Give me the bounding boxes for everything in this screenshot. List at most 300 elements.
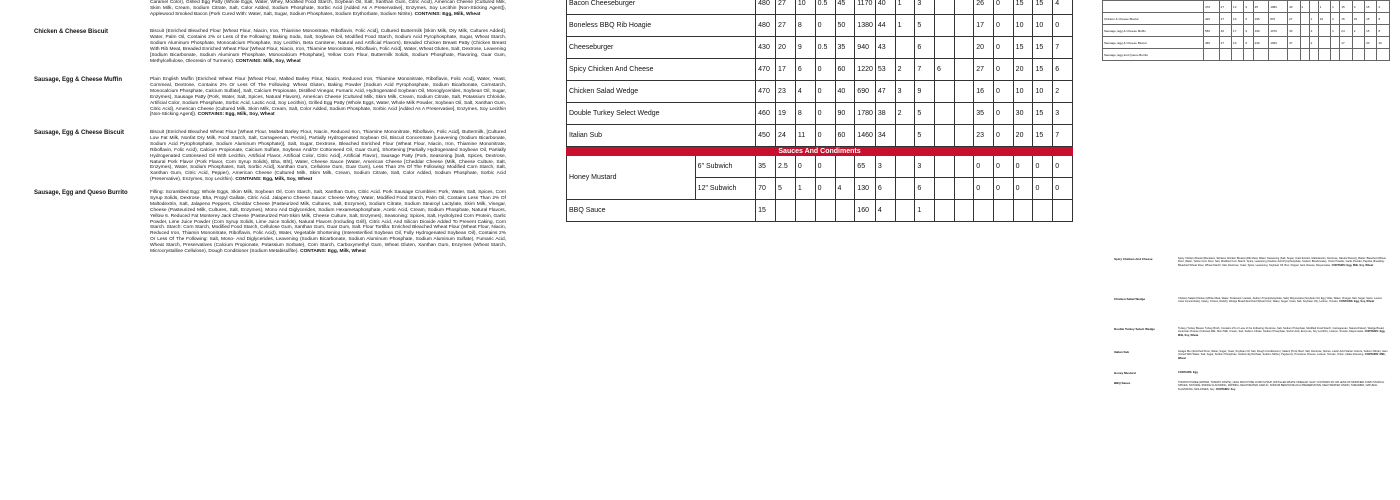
nutrition-value-cell — [974, 200, 994, 222]
nutrition-value-cell: 44 — [875, 15, 895, 37]
serving-size-cell: 6" Subwich — [695, 156, 755, 178]
ingredient-text — [150, 0, 506, 18]
table-row — [567, 0, 1073, 15]
ingredient-statement: Biscuit (Enriched Bleached Flour [Wheat Flour, Niacin, Iron, Thiamine Mononitrate, Riboflavin, Folic Acid], Cultured Buttermilk [Skim Milk, Dry Milk, Cultures Added], Water, Palm Oil, Contains 2% or Less of the Following: Baking Soda, Salt, Soybean Oil, Modified Food Starch, Sodium Acid Pyrophosphate, Sugar, Wheat Starch, Sodium Aluminum Phosphate, Monocalcium Phosphate, Soy Lecithin, Beta Carotene, Natural and Artificial Flavors), Breaded Chicken Breast Patty (Chicken Breast With Rib Meat, Breaded Enriched Wheat Flour [Wheat Flour, Niacin, Iron, Thiamine Mononitrate, Riboflavin, Folic Acid], Water, Wheat Gluten, Salt, Dextrose, Leavening [Sodium Bicarbonate, Sodium Aluminum Phosphate, Monocalcium Phosphate], Yellow Corn Flour, Buttermilk Solids, Sodium Phosphate, Flavoring, Guar Gum, Methylcellulose, Oleoresin of Turmeric). — [150, 29, 506, 64]
thumb-table-row — [1103, 1, 1390, 13]
item-name-cell: Boneless BBQ Rib Hoagie — [567, 15, 756, 37]
nutrition-value-cell — [835, 156, 855, 178]
nutrition-value-cell — [935, 81, 955, 103]
thumb-value-cell — [1300, 13, 1309, 25]
thumb-value-cell — [1365, 49, 1377, 61]
thumb-ingredient-text — [1178, 257, 1388, 267]
nutrition-value-cell: 480 — [756, 0, 776, 15]
nutrition-value-cell: 470 — [756, 81, 776, 103]
nutrition-value-cell: 20 — [1013, 125, 1033, 147]
thumb-allergen-contains: CONTAINS: Egg, Milk, Soy, Wheat — [1331, 263, 1374, 267]
nutrition-value-cell: 3 — [1053, 103, 1073, 125]
thumb-item-name: Sausage, Egg and Queso Burrito — [1103, 49, 1204, 61]
section-header — [567, 147, 1073, 156]
nutrition-value-cell — [994, 200, 1014, 222]
allergen-contains: CONTAINS: Egg, Milk, Soy, Wheat — [197, 112, 275, 118]
nutrition-value-cell — [895, 200, 915, 222]
thumb-value-cell — [1352, 49, 1364, 61]
nutrition-value-cell — [935, 178, 955, 200]
nutrition-value-cell: 15 — [1033, 125, 1053, 147]
nutrition-value-cell — [954, 81, 974, 103]
ingredient-text — [150, 130, 506, 183]
nutrition-value-cell: 0 — [815, 81, 835, 103]
nutrition-value-cell: 16 — [974, 81, 994, 103]
item-name-cell: BBQ Sauce — [567, 200, 756, 222]
thumb-nutrition-table — [1102, 0, 1390, 61]
nutrition-value-cell: 53 — [875, 59, 895, 81]
nutrition-table — [566, 0, 1073, 222]
ingredient-text — [150, 190, 506, 255]
nutrition-value-cell — [1053, 200, 1073, 222]
thumb-value-cell: 2 — [1352, 25, 1364, 37]
thumb-item-name: Double Turkey Select Wedge — [1114, 327, 1155, 331]
thumb-value-cell: 2 — [1309, 25, 1318, 37]
nutrition-value-cell: 10 — [1033, 81, 1053, 103]
nutrition-value-cell: 0 — [994, 15, 1014, 37]
thumb-value-cell — [1288, 49, 1300, 61]
thumb-value-cell — [1253, 49, 1269, 61]
thumb-ingredient-statement: TOMATO PUREE (WATER, TOMATO PASTE), HIGH FRUCTOSE CORN SYRUP, DISTILLED WHITE VINEGAR, SALT, CONTAINS 2% OR LESS OF MODIFIED CORN STARCH, SPICES, NATURAL SMOKE FLAVORING, PAPRIKA, DEHYDRATED GARLIC, SODIUM BENZOATE AS A PRESERVATIVE, DEHYDRATED ONION, TAMARIND, NATURAL FLAVORING, MOLASSES, Soy. — [1178, 381, 1385, 391]
thumb-value-cell: 1380 — [1269, 1, 1288, 13]
nutrition-value-cell: 5 — [915, 103, 935, 125]
thumb-item-name: Chicken & Cheese Biscuit — [1103, 13, 1204, 25]
thumb-table-row — [1103, 49, 1390, 61]
thumb-value-cell: 40 — [1219, 25, 1231, 37]
thumb-value-cell: 195 — [1253, 13, 1269, 25]
thumb-value-cell — [1300, 37, 1309, 49]
nutrition-value-cell: 0 — [1013, 178, 1033, 200]
thumb-item-name — [1103, 1, 1204, 13]
ingredient-statement: Filling: Scrambled Egg: Whole Eggs, Skim Milk, Soybean Oil, Corn Starch, Salt, Xanthan Gum, Citric Acid. Pork Sausage Crumbles: Pork, Water, Salt, Spices, Corn Syrup Solids, Dextrose, Bha, Propyl Gallate, Citric Acid. Jalapeno Cheese Sauce: Cheese Whey, Water, Modified Food Starch, Palm Oil, Contains Less Than 2% Of Maltodextrin, Salt, Jalapeno Peppers, Cheddar Cheese (Pasteurized Milk, Cultures, Salt, Enzymes), Sodium Citrate, Sodium Stearoyl Lactylate, Skim Milk, Vinegar, Cheese (Pasteurized Milk, Cultures, Salt, Enzymes), Mono And Diglycerides, Sodium Hexametaphosphate, Acetic Acid, Cream, Sodium Phosphate, Natural Flavors, Yellow 6. Reduced Fat Monterey Jack Cheese (Pasteurized Part-Skim Milk, Cheese Culture, Salt, Enzymes), Seasoning: Spices, Salt, Hydrolyzed Corn Protein, Garlic Powder, Lime Juice Powder (Corn Syrup Solids, Lime Juice Solids), Natural Flavors (Including Grill), Citric Acid, And Silicon Dioxide Added To Prevent Caking, Corn Starch. Starch: Corn Starch, Modified Food Starch, Cellulose Gum, Xanthan Gum, Guar Gum, Salt. Flour Tortilla: Enriched Bleached Wheat Flour (Wheat Flour, Niacin, Reduced Iron, Thiamin Mononitrate, Riboflavin, Folic Acid), Water, Vegetable Shortening (Interesterified Soybean Oil, Fully Hydrogenated Soybean Oil), Contains 2% Or Less Of The Following: Salt, Mono- And Diglycerides, Leavening (Sodium Bicarbonate, Sodium Aluminum Phosphate, Sodium Aluminum Sulfate), Fumaric Acid, Wheat Starch, Preservatives (Calcium Propionate, Potassium Sorbate), Corn Starch, Carboxymethyl Gum, Wheat Gluten, Xanthan Gum, Enzymes (Wheat Starch, Microcrystalline Cellulose), Dough Conditioner (Sodium Metabisulfite). — [150, 190, 506, 255]
thumb-value-cell: 37 — [1288, 37, 1300, 49]
nutrition-value-cell: 0.5 — [815, 0, 835, 15]
nutrition-value-cell — [935, 0, 955, 15]
thumb-ingredient-statement: Chicken Salad (Chicken [White Meat, Water, Potassium Lactate, Sodium Tripolyphosphate, Salt], Mayonnaise [Soybean Oil, Egg Yolks, Water, Vinegar, Salt, Sugar, Spice, Lemon Juice Concentrate], Celery, Onions, Relish), Wedge Bread (Enriched Wheat Flour, Water, Sugar, Yeast, Salt, Soybean Oil), Lettuce, Tomato. — [1178, 297, 1383, 304]
nutrition-value-cell: 8 — [795, 15, 815, 37]
nutrition-value-cell — [954, 37, 974, 59]
nutrition-value-cell: 5 — [915, 125, 935, 147]
nutrition-value-cell: 15 — [756, 200, 776, 222]
nutrition-value-cell: 0 — [974, 156, 994, 178]
allergen-contains: CONTAINS: Egg, Milk, Wheat — [414, 11, 481, 17]
nutrition-value-cell: 0 — [1053, 178, 1073, 200]
nutrition-value-cell: 15 — [1033, 37, 1053, 59]
nutrition-value-cell — [835, 200, 855, 222]
item-name-cell: Double Turkey Select Wedge — [567, 103, 756, 125]
nutrition-value-cell — [895, 156, 915, 178]
nutrition-value-cell: 20 — [776, 37, 796, 59]
nutrition-value-cell: 690 — [855, 81, 876, 103]
nutrition-value-cell: 60 — [835, 125, 855, 147]
nutrition-value-cell: 4 — [875, 200, 895, 222]
nutrition-value-cell: 6 — [915, 37, 935, 59]
nutrition-value-cell: 9 — [795, 37, 815, 59]
nutrition-value-cell: 23 — [974, 125, 994, 147]
thumb-value-cell: 1 — [1309, 13, 1318, 25]
nutrition-value-cell: 10 — [1033, 15, 1053, 37]
nutrition-value-cell: 34 — [875, 125, 895, 147]
thumb-item-name: Chicken Salad Wedge — [1114, 297, 1146, 301]
nutrition-value-cell: 19 — [776, 103, 796, 125]
nutrition-value-cell: 0 — [1033, 178, 1053, 200]
thumb-value-cell: 2 — [1300, 1, 1309, 13]
nutrition-value-cell: 4 — [1053, 0, 1073, 15]
nutrition-value-cell: 47 — [875, 81, 895, 103]
nutrition-value-cell: 10 — [795, 0, 815, 15]
thumb-item-name: Honey Mustard — [1114, 371, 1136, 375]
nutrition-value-cell — [954, 15, 974, 37]
thumb-value-cell — [1340, 49, 1352, 61]
nutrition-value-cell: 4 — [795, 81, 815, 103]
thumb-value-cell: 15 — [1365, 1, 1377, 13]
thumb-ingredient-text — [1178, 371, 1388, 374]
item-name: Sausage, Egg & Cheese Muffin — [34, 77, 123, 83]
nutrition-value-cell: 3 — [915, 156, 935, 178]
nutrition-value-cell: 40 — [835, 81, 855, 103]
nutrition-value-cell: 3 — [875, 156, 895, 178]
thumb-item-name: Italian Sub — [1114, 350, 1130, 354]
nutrition-value-cell: 460 — [756, 103, 776, 125]
item-name: Sausage, Egg & Cheese Biscuit — [34, 130, 125, 136]
nutrition-value-cell: 27 — [974, 59, 994, 81]
thumb-value-cell: 15 — [1340, 13, 1352, 25]
thumb-value-cell: 27 — [1219, 1, 1231, 13]
nutrition-value-cell: 10 — [1013, 81, 1033, 103]
thumb-value-cell — [1309, 1, 1318, 13]
nutrition-value-cell: 7 — [1053, 125, 1073, 147]
nutrition-value-cell: 1380 — [855, 15, 876, 37]
thumb-value-cell: 550 — [1204, 25, 1220, 37]
nutrition-value-cell — [1033, 200, 1053, 222]
nutrition-value-cell: 7 — [1053, 37, 1073, 59]
nutrition-value-cell — [954, 156, 974, 178]
thumb-value-cell — [1309, 49, 1318, 61]
thumb-value-cell — [1352, 37, 1364, 49]
nutrition-value-cell: 1 — [795, 178, 815, 200]
thumb-table-row — [1103, 37, 1390, 49]
nutrition-value-cell — [1013, 200, 1033, 222]
item-name-cell: Italian Sub — [567, 125, 756, 147]
nutrition-value-cell: 35 — [974, 103, 994, 125]
thumb-value-cell: 8 — [1377, 13, 1390, 25]
nutrition-value-cell: 23 — [776, 81, 796, 103]
nutrition-value-cell: 0 — [1013, 156, 1033, 178]
nutrition-value-cell: 6 — [915, 178, 935, 200]
nutrition-value-cell: 15 — [1033, 103, 1053, 125]
nutrition-value-cell: 5 — [915, 15, 935, 37]
thumb-ingredient-text — [1178, 297, 1388, 304]
thumb-value-cell: 15 — [1352, 13, 1364, 25]
nutrition-value-cell: 30 — [1013, 103, 1033, 125]
nutrition-value-cell: 27 — [776, 0, 796, 15]
table-row — [567, 103, 1073, 125]
nutrition-value-cell: 480 — [756, 15, 776, 37]
nutrition-value-cell: 2 — [1053, 81, 1073, 103]
thumb-value-cell: 0 — [1244, 1, 1253, 13]
nutrition-value-cell: 0 — [1053, 156, 1073, 178]
nutrition-value-cell: 0 — [994, 37, 1014, 59]
thumb-value-cell: 24 — [1340, 25, 1352, 37]
nutrition-value-cell: 160 — [855, 200, 876, 222]
thumb-value-cell: 870 — [1269, 13, 1288, 25]
thumb-value-cell: 1 — [1331, 25, 1340, 37]
nutrition-value-cell — [895, 178, 915, 200]
nutrition-value-cell: 2 — [895, 103, 915, 125]
thumb-allergen-contains: CONTAINS: Milk, Wheat — [1178, 353, 1386, 360]
ingredient-statement: Plain English Muffin (Enriched Wheat Flour [Wheat Flour, Malted Barley Flour, Niacin, Reduced Iron, Thiamine Mononitrate, Riboflavin, Folic Acid], Water, Yeast, Cornmeal, Dextrose, Contains 2% Or Less Of The Following: Wheat Gluten, Baking Powder [Sodium Acid Pyrophosphate, Sodium Bicarbonate, Cornstarch, Monocalcium Phosphate, Calcium Sulfate], Salt, Calcium Propionate, Distilled Vinegar, Fumaric Acid, Hydrogenated Soybean Oil, Monoglycerides, Soybean Oil, Sugar, Enzymes), Sausage Patty (Pork, Water, Salt, Spices, Natural Flavors), American Cheese (Cultured Milk, Skim Milk, Cream, Sodium Citrate, Salt, Potassium Chloride, Artificial Color, Sodium Phosphate, Sorbic Acid, Lactic Acid, Soy Lecithin), Grilled Egg Patty (Whole Eggs, Water, Whole Milk Powder, Soybean Oil, Salt, Xanthan Gum, Citric Acid), American Cheese (Cultured Milk, Skim Milk, Cream, Salt, Color Added, Sodium Phosphate, Sorbic Acid [Added As A Preservative], Enzymes, Soy Lecithin [Non-Sticking Agent]). — [150, 77, 506, 118]
thumb-value-cell: 33 — [1288, 25, 1300, 37]
thumb-value-cell: 10 — [1232, 37, 1244, 49]
nutrition-value-cell: 65 — [855, 156, 876, 178]
thumb-value-cell — [1204, 49, 1220, 61]
table-row — [567, 37, 1073, 59]
thumb-item-name: Sausage, Egg & Cheese Biscuit — [1103, 37, 1204, 49]
nutrition-value-cell: 0 — [994, 103, 1014, 125]
nutrition-value-cell: 0 — [1053, 15, 1073, 37]
thumb-item-name: Sausage, Egg & Cheese Muffin — [1103, 25, 1204, 37]
thumb-value-cell: 0 — [1244, 13, 1253, 25]
nutrition-value-cell: 0 — [815, 59, 835, 81]
thumb-value-cell: 27 — [1288, 13, 1300, 25]
nutrition-value-cell: 0 — [994, 59, 1014, 81]
thumb-value-cell: 190 — [1253, 25, 1269, 37]
ingredient-text — [150, 29, 506, 64]
thumb-ingredient-statement: Hoagie Bun (Enriched Flour, Water, Sugar, Yeast, Soybean Oil, Salt, Dough Conditioners), Salami (Pork, Beef, Salt, Dextrose, Spices, Lactic Acid Starter Culture, Sodium Nitrite), Ham (Cured With Water, Salt, Sugar, Sodium Phosphate, Sodium Erythorbate, Sodium Nitrite), Pepperoni, Provolone Cheese, Lettuce, Tomato, Onion, Italian Dressing. — [1178, 350, 1388, 357]
nutrition-value-cell: 0 — [994, 0, 1014, 15]
serving-size-cell: 12" Subwich — [695, 178, 755, 200]
thumb-value-cell — [1318, 49, 1330, 61]
thumb-value-cell: 420 — [1204, 13, 1220, 25]
nutrition-value-cell: 35 — [756, 156, 776, 178]
thumb-ingredient-text — [1178, 327, 1388, 337]
thumb-value-cell: 10 — [1232, 13, 1244, 25]
nutrition-value-cell: 8 — [795, 103, 815, 125]
thumb-value-cell: 1360 — [1269, 37, 1288, 49]
nutrition-value-cell: 0 — [795, 156, 815, 178]
thumb-value-cell — [1331, 49, 1340, 61]
nutrition-value-cell: 15 — [1013, 0, 1033, 15]
nutrition-value-cell: 43 — [875, 37, 895, 59]
nutrition-value-cell: 0 — [994, 125, 1014, 147]
item-name-cell: Honey Mustard — [567, 156, 696, 200]
thumb-value-cell: 0 — [1244, 37, 1253, 49]
item-name: Chicken & Cheese Biscuit — [34, 29, 109, 35]
table-row — [567, 156, 1073, 178]
nutrition-value-cell — [935, 15, 955, 37]
nutrition-value-cell: 0 — [815, 103, 835, 125]
nutrition-value-cell: 1220 — [855, 59, 876, 81]
nutrition-value-cell: 17 — [974, 15, 994, 37]
nutrition-value-cell: 470 — [756, 59, 776, 81]
nutrition-value-cell: 40 — [875, 0, 895, 15]
nutrition-value-cell: 1 — [915, 200, 935, 222]
thumb-ingredient-text — [1178, 381, 1388, 391]
nutrition-value-cell: 20 — [974, 37, 994, 59]
nutrition-value-cell: 20 — [1013, 59, 1033, 81]
nutrition-value-cell: 2.5 — [776, 156, 796, 178]
thumb-item-name: Spicy Chicken And Cheese — [1114, 257, 1153, 261]
thumb-item-name: BBQ Sauce — [1114, 381, 1131, 385]
thumb-value-cell: 2 — [1331, 13, 1340, 25]
nutrition-value-cell: 9 — [915, 81, 935, 103]
table-row — [567, 15, 1073, 37]
nutrition-value-cell: 4 — [835, 178, 855, 200]
thumb-value-cell: 17 — [1232, 25, 1244, 37]
thumb-value-cell: 15 — [1340, 1, 1352, 13]
allergen-contains: CONTAINS: Egg, Milk, Wheat — [300, 249, 366, 255]
nutrition-value-cell: 1 — [895, 15, 915, 37]
nutrition-value-cell — [815, 200, 835, 222]
nutrition-value-cell — [954, 0, 974, 15]
nutrition-value-cell: 0 — [994, 156, 1014, 178]
nutrition-value-cell: 11 — [795, 125, 815, 147]
thumb-value-cell: 1 — [1318, 1, 1330, 13]
nutrition-value-cell: 1460 — [855, 125, 876, 147]
nutrition-value-cell — [954, 178, 974, 200]
thumb-value-cell — [1269, 49, 1288, 61]
nutrition-value-cell — [935, 125, 955, 147]
table-row — [567, 125, 1073, 147]
thumb-value-cell: 0 — [1352, 1, 1364, 13]
item-name-cell: Chicken Salad Wedge — [567, 81, 756, 103]
nutrition-value-cell: 1780 — [855, 103, 876, 125]
nutrition-value-cell: 6 — [1053, 59, 1073, 81]
nutrition-value-cell — [935, 37, 955, 59]
nutrition-value-cell: 0 — [1033, 156, 1053, 178]
ingredient-statement: Caramel Color), Grilled Egg Patty (Whole Eggs, Water, Whey, Modified Food Starch, Soybean Oil, Salt, Xanthan Gum, Citric Acid), American Cheese (Cultured Milk, Skim Milk, Cream, Sodium Citrate, Salt, Color Added, Sodium Phosphate, Sorbic Acid [Added As A Preservative], Enzymes, Soy Lecithin [Non-Sticking Agent]), Applewood Smoked Bacon (Pork Cured With: Water, Salt, Sugar, Sodium Phosphates, Sodium Erythorbate, Sodium Nitrite). — [150, 0, 506, 17]
thumb-value-cell — [1318, 25, 1330, 37]
thumb-ingredient-text — [1178, 350, 1388, 360]
nutrition-value-cell — [954, 59, 974, 81]
thumb-value-cell — [1300, 49, 1309, 61]
nutrition-value-cell: 3 — [915, 0, 935, 15]
thumb-value-cell: 25 — [1253, 1, 1269, 13]
allergen-contains: CONTAINS: Egg, Milk, Soy, Wheat — [235, 177, 313, 183]
nutrition-value-cell: 24 — [776, 125, 796, 147]
nutrition-value-cell: 45 — [835, 0, 855, 15]
nutrition-value-cell: 940 — [855, 37, 876, 59]
nutrition-value-cell — [935, 156, 955, 178]
thumb-allergen-contains: CONTAINS: Egg, Soy, Wheat — [1339, 300, 1375, 304]
thumb-value-cell: 15 — [1365, 13, 1377, 25]
thumb-value-cell — [1331, 37, 1340, 49]
nutrition-value-cell: 450 — [756, 125, 776, 147]
thumb-value-cell: 17 — [1340, 37, 1352, 49]
thumb-value-cell: 8 — [1377, 25, 1390, 37]
nutrition-value-cell: 70 — [756, 178, 776, 200]
nutrition-value-cell: 50 — [835, 15, 855, 37]
nutrition-value-cell: 0 — [815, 125, 835, 147]
thumb-allergen-contains: CONTAINS: Soy — [1215, 387, 1236, 391]
nutrition-value-cell: 38 — [875, 103, 895, 125]
nutrition-value-cell: 130 — [855, 178, 876, 200]
nutrition-value-cell: 17 — [776, 59, 796, 81]
thumb-table-row — [1103, 13, 1390, 25]
nutrition-value-cell: 1170 — [855, 0, 876, 15]
thumb-value-cell: 1 — [1331, 1, 1340, 13]
nutrition-value-cell: 430 — [756, 37, 776, 59]
nutrition-value-cell — [935, 103, 955, 125]
nutrition-value-cell — [776, 200, 796, 222]
section-title: Sauces And Condiments — [567, 147, 1073, 156]
thumb-value-cell: 20 — [1377, 37, 1390, 49]
thumb-value-cell: 15 — [1365, 25, 1377, 37]
thumb-value-cell: 13 — [1232, 1, 1244, 13]
table-row — [567, 59, 1073, 81]
thumb-value-cell: 240 — [1253, 37, 1269, 49]
nutrition-value-cell: 5 — [776, 178, 796, 200]
nutrition-value-cell: 0 — [815, 156, 835, 178]
nutrition-value-cell — [895, 125, 915, 147]
thumb-value-cell: 460 — [1204, 37, 1220, 49]
thumb-value-cell — [1377, 49, 1390, 61]
thumb-value-cell: 470 — [1204, 1, 1220, 13]
thumb-value-cell: 2 — [1377, 1, 1390, 13]
thumb-ingredient-statement: Turkey (Turkey Breast, Turkey Broth, Contains 2% or Less of the Following: Dextrose, Salt, Sodium Phosphate, Modified Food Starch, Carrageenan, Natural Flavor), Wedge Bread, American Cheese (Cultured Milk, Skim Milk, Cream, Salt, Sodium Citrate, Sodium Phosphate, Sorbic Acid, Enzymes, Soy Lecithin), Lettuce, Tomato, Mayonnaise. — [1178, 327, 1385, 334]
thumb-value-cell: 27 — [1219, 13, 1231, 25]
nutrition-value-cell: 7 — [915, 59, 935, 81]
nutrition-value-cell: 0 — [815, 178, 835, 200]
nutrition-value-cell: 15 — [1033, 0, 1053, 15]
thumb-allergen-contains: CONTAINS: Egg — [1178, 371, 1198, 374]
nutrition-value-cell: 90 — [835, 103, 855, 125]
thumb-value-cell: 27 — [1219, 37, 1231, 49]
nutrition-value-cell: 0 — [815, 15, 835, 37]
nutrition-value-cell — [954, 125, 974, 147]
nutrition-value-cell: 2 — [895, 59, 915, 81]
item-name-cell: Spicy Chicken And Cheese — [567, 59, 756, 81]
thumb-table-row — [1103, 25, 1390, 37]
thumb-value-cell: 40 — [1288, 1, 1300, 13]
nutrition-value-cell: 0 — [994, 178, 1014, 200]
nutrition-value-cell — [954, 200, 974, 222]
nutrition-value-cell: 0.5 — [815, 37, 835, 59]
item-name-cell: Cheeseburger — [567, 37, 756, 59]
nutrition-value-cell — [935, 200, 955, 222]
ingredient-statement: Biscuit (Enriched Bleached Wheat Flour [Wheat Flour, Malted Barley Flour, Niacin, Reduced Iron, Thiamine Mononitrate, Riboflavin, Folic Acid], Buttermilk, [Cultured Low Fat Milk, Nonfat Dry Milk, Food Starch, Salt, Carrageenan, Pectin], Partially Hydrogenated Soybean Oil, Biscuit Concentrate [Leavening (Sodium Bicarbonate, Sodium Acid Pyrophosphate, Sodium Aluminum Phosphate)], Salt, Sugar, Dextrose, Bleached Enriched Flour (Wheat Flour, Niacin, Iron, Thiamine Mononitrate, Riboflavin, Folic Acid), Calcium Propionate, Calcium Sulfate, Soybean And/Or Cottonseed Oil, Guar Gum], Shortening [Partially Hydrogenated Soybean Oil, Partially Hydrogenated Cottonseed Oil With Lecithin, Artificial Flavor, Artificial Color, Citric Acid], Artificial Flavor), Sausage Patty (Pork, Seasoning [Salt, Spices, Dextrose, Natural Pork Flavor (Pork Flavor, Corn Syrup Solids), Bha, Bht], Water, Cheese Sauce (Water, American Cheese [Cheddar Cheese (Milk, Cheese Culture, Salt, Enzymes), Water, Sodium Phosphates, Salt, Sorbic Acid], Xanthan Gum, Cellulose Gum, Guar Gum), Less Than 2% Of The Following: Modified Corn Starch, Salt, Xanthan Gum, Citric Acid, Pepper), American Cheese (Cultured Milk, Skim Milk, Cream, Sodium Citrate, Salt, Color Added, Sodium Phosphate, Sorbic Acid (Preservative), Enzymes, Soy Lecithin). — [150, 130, 506, 183]
thumb-value-cell: 2 — [1309, 37, 1318, 49]
item-name: Sausage, Egg and Queso Burrito — [34, 190, 128, 196]
nutrition-value-cell: 1 — [895, 0, 915, 15]
nutrition-value-cell: 6 — [795, 59, 815, 81]
thumb-value-cell — [1219, 49, 1231, 61]
thumb-ingredient-statement: Spicy Chicken Breast (Boneless, Skinless Chicken Breasts [Rib Meat, Water, Seasoning (Salt, Sugar, Yeast Extract, Maltodextrin, Dextrose, Natural Flavor)], Batter: Bleached Wheat Flour, Water, Yellow Corn Flour, Salt, Modified Corn Starch, Spice, Leavening (Sodium Acid Pyrophosphate, Sodium Bicarbonate), Onion Powder, Garlic Powder, Paprika, Breading: Bleached Wheat Flour, Wheat Starch, Salt, Dextrose, Yeast, Spice, Leavening, Soybean Oil. Bun, Pepper Jack Cheese, Mayonnaise. — [1178, 257, 1386, 267]
nutrition-value-cell — [795, 200, 815, 222]
thumb-value-cell — [1232, 49, 1244, 61]
allergen-contains: CONTAINS: Milk, Soy, Wheat — [235, 58, 301, 64]
nutrition-value-cell: 3 — [895, 81, 915, 103]
nutrition-value-cell: 0 — [994, 81, 1014, 103]
table-row — [567, 81, 1073, 103]
item-name-cell: Bacon Cheeseburger — [567, 0, 756, 15]
nutrition-value-cell: 15 — [1013, 37, 1033, 59]
nutrition-value-cell: 10 — [1013, 15, 1033, 37]
nutrition-value-cell: 26 — [974, 0, 994, 15]
nutrition-value-cell: 6 — [875, 178, 895, 200]
thumb-value-cell: 20 — [1365, 37, 1377, 49]
thumb-value-cell — [1244, 49, 1253, 61]
thumb-value-cell: 1370 — [1269, 25, 1288, 37]
ingredient-text — [150, 77, 506, 118]
nutrition-value-cell: 27 — [776, 15, 796, 37]
thumb-allergen-contains: CONTAINS: Egg, Milk, Soy, Wheat — [1178, 330, 1386, 337]
nutrition-value-cell — [895, 37, 915, 59]
